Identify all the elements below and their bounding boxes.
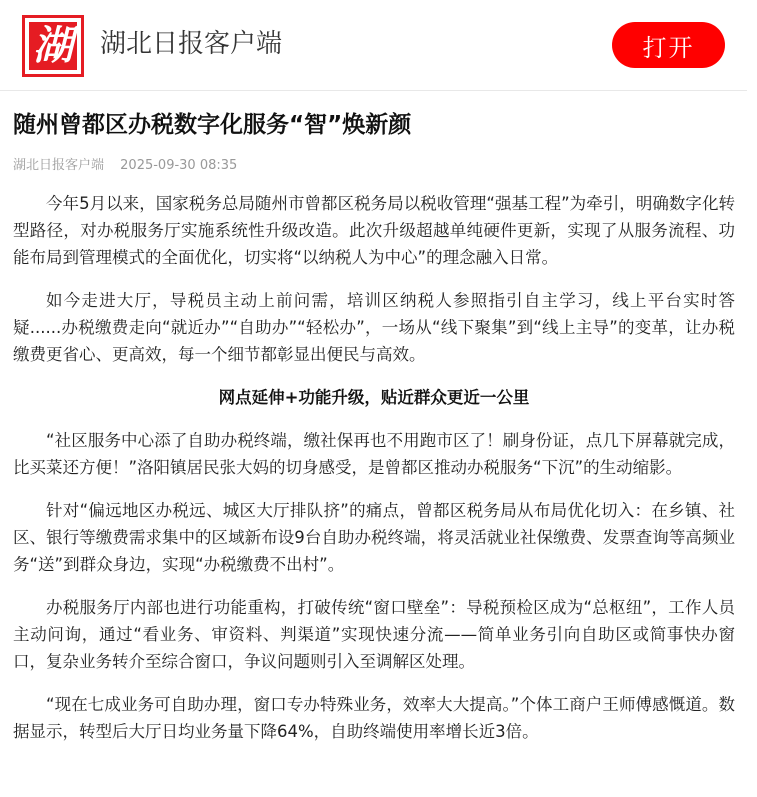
paragraph: “现在七成业务可自助办理，窗口专办特殊业务，效率大大提高。”个体工商户王师傅感慨道。数据显示，转型后大厅日均业务量下降64%，自助终端使用率增长近3倍。 <box>13 695 735 741</box>
section-heading: 网点延伸+功能升级，贴近群众更近一公里 <box>218 388 530 407</box>
hubei-daily-logo-icon[interactable] <box>22 15 84 77</box>
app-name: 湖北日报客户端 <box>100 29 283 59</box>
article-datetime: 2025-09-30 08:35 <box>120 158 238 173</box>
paragraph: 今年5月以来，国家税务总局随州市曾都区税务局以税收管理“强基工程”为牵引，明确数字化转型路径，对办税服务厅实施系统性升级改造。此次升级超越单纯硬件更新，实现了从服务流程、功能布局到管理模式的全面优化，切实将“以纳税人为中心”的理念融入日常。 <box>13 194 735 267</box>
app-header <box>0 0 747 91</box>
paragraph: 如今走进大厅，导税员主动上前问需，培训区纳税人参照指引自主学习，线上平台实时答疑......办税缴费走向“就近办”“自助办”“轻松办”，一场从“线下聚集”到“线上主导”的变革，让办税缴费更省心、更高效，每一个细节都彰显出便民与高效。 <box>13 291 735 364</box>
paragraph: 针对“偏远地区办税远、城区大厅排队挤”的痛点，曾都区税务局从布局优化切入：在乡镇、社区、银行等缴费需求集中的区域新布设9台自助办税终端，将灵活就业社保缴费、发票查询等高频业务“送”到群众身边，实现“办税缴费不出村”。 <box>13 501 735 574</box>
article-title: 随州曾都区办税数字化服务“智”焕新颜 <box>13 112 412 138</box>
paragraph: 办税服务厅内部也进行功能重构，打破传统“窗口壁垒”：导税预检区成为“总枢纽”，工作人员主动问询，通过“看业务、审资料、判渠道”实现快速分流——简单业务引向自助区或简事快办窗口，复杂业务转介至综合窗口，争议问题则引入至调解区处理。 <box>13 598 735 671</box>
article-source[interactable]: 湖北日报客户端 <box>13 158 105 173</box>
article-meta <box>13 157 237 175</box>
logo-inner <box>29 22 77 70</box>
logo-glyph: 湖 <box>33 22 73 69</box>
article-body <box>13 190 735 761</box>
open-app-button[interactable]: 打开 <box>612 22 725 68</box>
paragraph: “社区服务中心添了自助办税终端，缴社保再也不用跑市区了！刷身份证，点几下屏幕就完成，比买菜还方便！”洛阳镇居民张大妈的切身感受，是曾都区推动办税服务“下沉”的生动缩影。 <box>13 431 735 477</box>
